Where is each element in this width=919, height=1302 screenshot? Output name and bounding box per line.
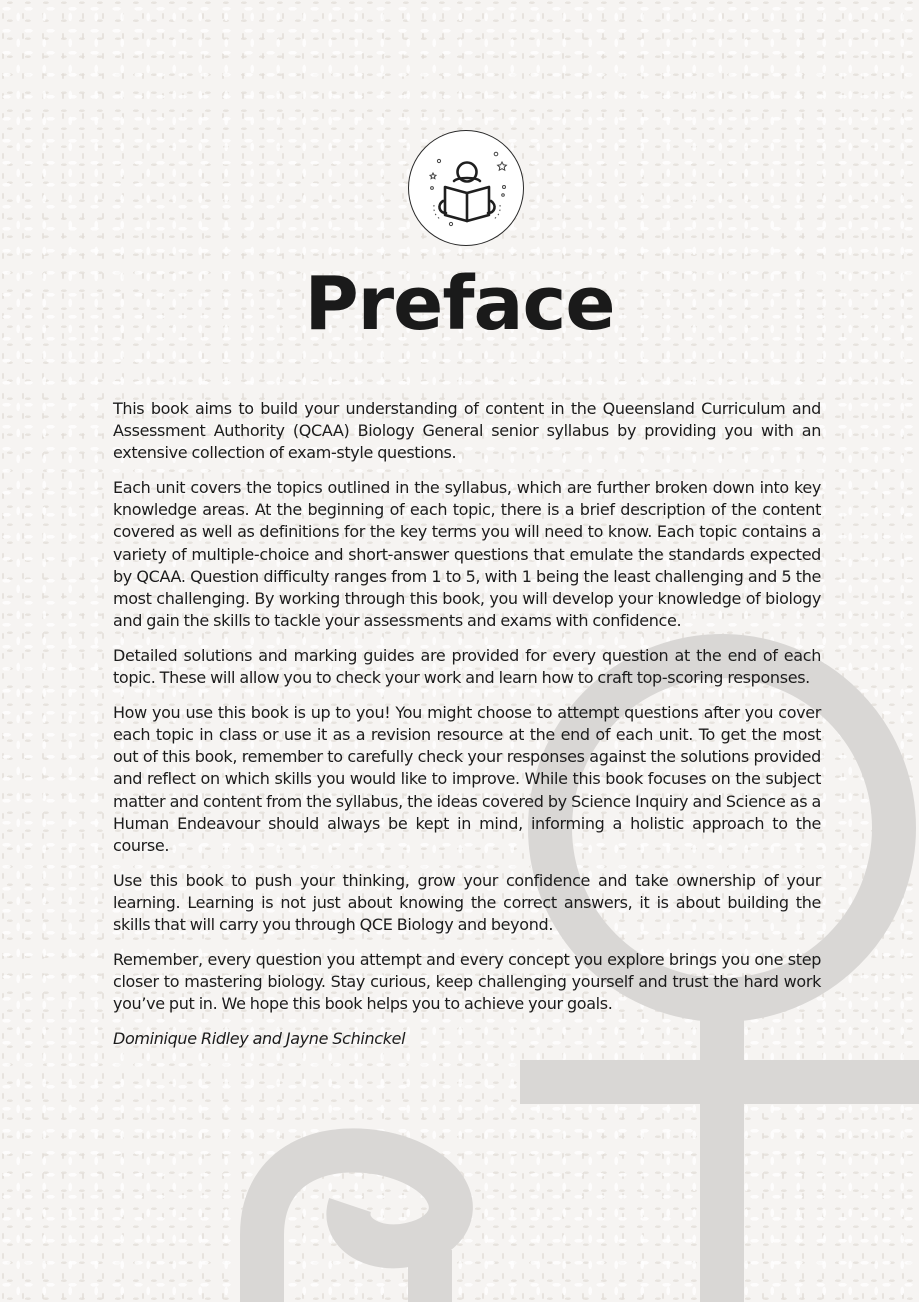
author-signature: Dominique Ridley and Jayne Schinckel (113, 1029, 406, 1049)
paragraph: This book aims to build your understanding of content in the Queensland Curriculum and Assessment Authority (QCAA) Biology General senior syllabus by providing you with an extensive collection of exam-style questions. (113, 399, 821, 463)
page-title: Preface (304, 261, 615, 347)
paragraph: How you use this book is up to you! You might choose to attempt questions after you cover each topic in class or use it as a revision resource at the end of each unit. To get the most out of this book, remember to carefully check your responses against the solutions provided and reflect on which skills you would like to improve. While this book focuses on the subject matter and content from the syllabus, the ideas covered by Science Inquiry and Science as a Human Endeavour should always be kept in mind, informing a holistic approach to the course. (113, 703, 821, 855)
paragraph: Each unit covers the topics outlined in the syllabus, which are further broken down into key knowledge areas. At the beginning of each topic, there is a brief description of the content covered as well as definitions for the key terms you will need to know. Each topic contains a variety of multiple-choice and short-answer questions that emulate the standards expected by QCAA. Question difficulty ranges from 1 to 5, with 1 being the least challenging and 5 the most challenging. By working through this book, you will develop your knowledge of biology and gain the skills to tackle your assessments and exams with confidence. (113, 478, 821, 630)
paragraph: Remember, every question you attempt and every concept you explore brings you one step closer to mastering biology. Stay curious, keep challenging yourself and trust the hard work you’ve put in. We hope this book helps you to achieve your goals. (113, 950, 821, 1014)
reading-person-icon (408, 130, 524, 246)
paragraph: Detailed solutions and marking guides are provided for every question at the end of each topic. These will allow you to check your work and learn how to craft top-scoring responses. (113, 645, 821, 688)
paragraph: Use this book to push your thinking, grow your confidence and take ownership of your learning. Learning is not just about knowing the correct answers, it is about building the skills that will carry you through QCE Biology and beyond. (113, 870, 821, 934)
preface-body (113, 398, 821, 1063)
